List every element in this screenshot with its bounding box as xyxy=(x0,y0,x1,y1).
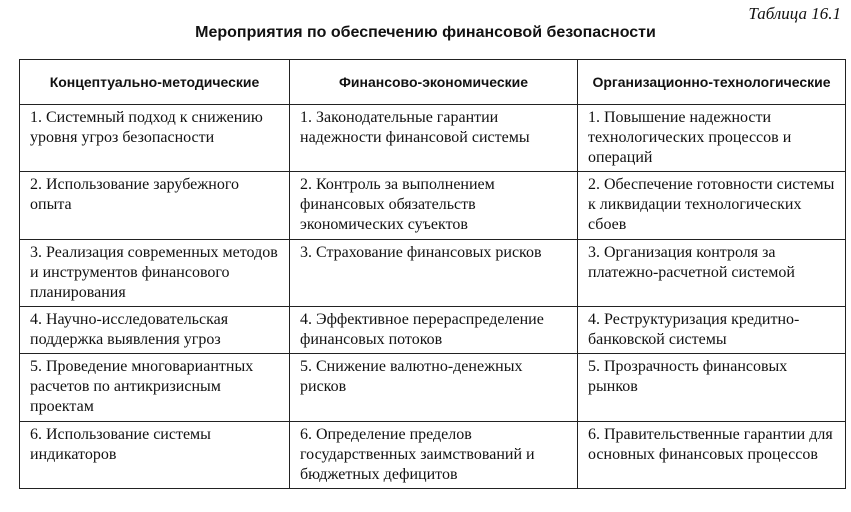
table-cell: 4. Реструктуризация кредитно-банковской системы xyxy=(578,307,846,354)
table-cell: 6. Использование системы индикаторов xyxy=(20,421,290,488)
table-row xyxy=(20,307,846,354)
table-cell: 2. Использование зарубежного опыта xyxy=(20,172,290,239)
table-cell: 6. Правительственные гарантии для основных финансовых процессов xyxy=(578,421,846,488)
table-cell: 1. Законодательные гарантии надежности финансовой системы xyxy=(290,105,578,172)
table-caption: Мероприятия по обеспечению финансовой безопасности xyxy=(195,24,656,41)
table-row xyxy=(20,172,846,239)
table-cell: 4. Эффективное перераспределение финансовых потоков xyxy=(290,307,578,354)
table-row xyxy=(20,105,846,172)
table-cell: 5. Снижение валютно-денежных рисков xyxy=(290,354,578,421)
table-cell: 1. Повышение надежности технологических процессов и операций xyxy=(578,105,846,172)
table-cell: 5. Проведение многовариантных расчетов по антикризисным проектам xyxy=(20,354,290,421)
table-row xyxy=(20,354,846,421)
table-cell: 2. Контроль за выполнением финансовых обязательств экономических суъектов xyxy=(290,172,578,239)
table-cell: 3. Страхование финансовых рисков xyxy=(290,239,578,306)
header-row xyxy=(20,60,846,105)
table-cell: 6. Определение пределов государственных заимствований и бюджетных дефицитов xyxy=(290,421,578,488)
table-cell: 4. Научно-исследовательская поддержка выявления угроз xyxy=(20,307,290,354)
table-cell: 3. Организация контроля за платежно-расчетной системой xyxy=(578,239,846,306)
table-row xyxy=(20,421,846,488)
header-cell-organizational: Организационно-технологические xyxy=(578,60,846,105)
table-cell: 5. Прозрачность финансовых рынков xyxy=(578,354,846,421)
table-cell: 1. Системный подход к снижению уровня угроз безопасности xyxy=(20,105,290,172)
table-row xyxy=(20,239,846,306)
security-measures-table xyxy=(19,59,846,489)
table-cell: 2. Обеспечение готовности системы к ликвидации технологических сбоев xyxy=(578,172,846,239)
header-cell-conceptual: Концептуально-методические xyxy=(20,60,290,105)
table-cell: 3. Реализация современных методов и инструментов финансового планирования xyxy=(20,239,290,306)
table-number-label: Таблица 16.1 xyxy=(748,4,841,23)
header-cell-financial: Финансово-экономические xyxy=(290,60,578,105)
